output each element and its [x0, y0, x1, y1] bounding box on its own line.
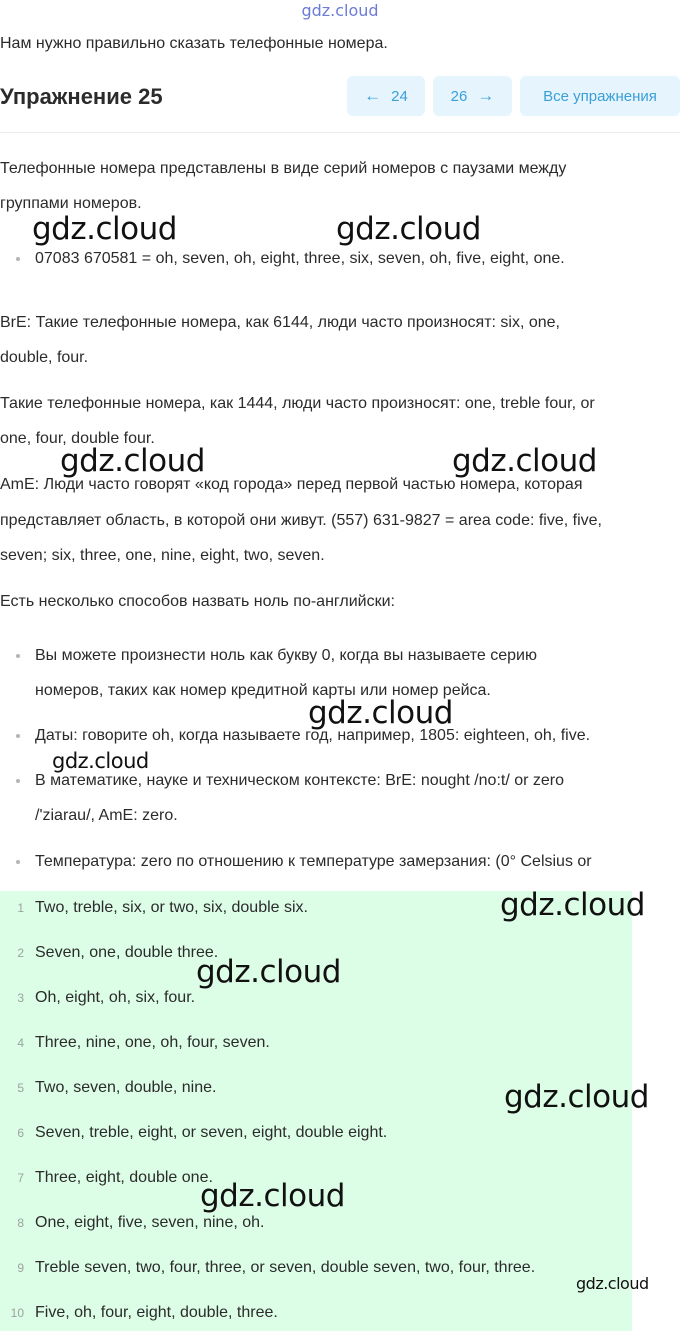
- paragraph-bre-line1: BrE: Такие телефонные номера, как 6144, люди часто произносят: six, one,: [0, 314, 560, 331]
- zero-bullet-math-line2: /'ziarau/, AmE: zero.: [35, 807, 178, 824]
- answer-number: 10: [10, 1306, 24, 1320]
- watermark: gdz.cloud: [504, 1079, 649, 1115]
- watermark: gdz.cloud: [452, 443, 597, 479]
- zero-bullet-math: [0, 763, 680, 833]
- answer-row: [0, 1299, 632, 1329]
- arrow-left-icon: ←: [364, 86, 382, 105]
- prev-exercise-button[interactable]: [347, 76, 425, 116]
- answer-text: Treble seven, two, four, three, or seven, double seven, two, four, three.: [35, 1259, 536, 1276]
- paragraph-ame-line3: seven; six, three, one, nine, eight, two, seven.: [0, 547, 325, 564]
- answer-text: Seven, one, double three.: [35, 944, 219, 961]
- zero-bullet-math-line1: В математике, науке и техническом контексте: BrE: nought /no:t/ or zero: [35, 772, 565, 789]
- answer-text: Oh, eight, oh, six, four.: [35, 989, 196, 1006]
- answer-number: 8: [17, 1216, 24, 1230]
- zero-bullet-dates-text: Даты: говорите oh, когда называете год, например, 1805: eighteen, oh, five.: [35, 727, 591, 744]
- intro-text: Нам нужно правильно сказать телефонные номера.: [0, 35, 388, 52]
- watermark: gdz.cloud: [52, 749, 149, 773]
- watermark: gdz.cloud: [576, 1274, 649, 1293]
- answer-text: Two, treble, six, or two, six, double six.: [35, 899, 308, 916]
- zero-bullet-letter-line1: Вы можете произнести ноль как букву 0, когда вы называете серию: [35, 647, 537, 664]
- answer-row: [0, 1254, 632, 1284]
- answer-number: 5: [17, 1081, 24, 1095]
- watermark: gdz.cloud: [500, 887, 645, 923]
- paragraph-ame-line2: представляет область, в которой они живут. (557) 631-9827 = area code: five, five,: [0, 512, 602, 529]
- paragraph-1444-line1: Такие телефонные номера, как 1444, люди часто произносят: one, treble four, or: [0, 395, 595, 412]
- answer-text: Two, seven, double, nine.: [35, 1079, 217, 1096]
- exercise-header: [0, 76, 680, 118]
- paragraph-ame-line1: AmE: Люди часто говорят «код города» перед первой частью номера, которая: [0, 476, 583, 493]
- watermark: gdz.cloud: [32, 211, 177, 247]
- next-exercise-button[interactable]: [433, 76, 512, 116]
- answer-text: Five, oh, four, eight, double, three.: [35, 1304, 278, 1321]
- zero-bullet-temperature-text: Температура: zero по отношению к температуре замерзания: (0° Celsius or: [35, 853, 592, 870]
- answer-text: Three, nine, one, oh, four, seven.: [35, 1034, 270, 1051]
- next-exercise-label: 26: [450, 87, 468, 105]
- zero-bullet-letter-line2: номеров, таких как номер кредитной карты или номер рейса.: [35, 682, 491, 699]
- answer-number: 1: [17, 901, 24, 915]
- answer-number: 7: [17, 1171, 24, 1185]
- bullet-dot: [16, 779, 20, 783]
- exercise-title: Упражнение 25: [0, 84, 163, 109]
- answer-number: 9: [17, 1261, 24, 1275]
- watermark: gdz.cloud: [60, 443, 205, 479]
- answer-number: 2: [17, 946, 24, 960]
- answer-number: 6: [17, 1126, 24, 1140]
- header-divider: [0, 132, 680, 133]
- paragraph-intro-line1: Телефонные номера представлены в виде серий номеров с паузами между: [0, 160, 567, 177]
- paragraph-zero-intro: Есть несколько способов назвать ноль по-английски:: [0, 593, 395, 610]
- paragraph-bre-line2: double, four.: [0, 349, 89, 366]
- prev-exercise-label: 24: [391, 87, 408, 105]
- bullet-dot: [16, 654, 20, 658]
- bullet-dot: [16, 860, 20, 864]
- paragraph-1444-line2: one, four, double four.: [0, 430, 155, 447]
- answer-number: 4: [17, 1036, 24, 1050]
- answer-text: Three, eight, double one.: [35, 1169, 213, 1186]
- zero-bullet-temperature: [0, 844, 680, 879]
- answer-row: [0, 1029, 632, 1059]
- example-bullet-text: 07083 670581 = oh, seven, oh, eight, three, six, seven, oh, five, eight, one.: [35, 250, 565, 267]
- bullet-dot: [16, 257, 20, 261]
- paragraph-intro-line2: группами номеров.: [0, 195, 142, 212]
- arrow-right-icon: →: [477, 86, 495, 105]
- answer-text: Seven, treble, eight, or seven, eight, double eight.: [35, 1124, 388, 1141]
- answer-number: 3: [17, 991, 24, 1005]
- watermark: gdz.cloud: [196, 954, 341, 990]
- answer-text: One, eight, five, seven, nine, oh.: [35, 1214, 265, 1231]
- bullet-dot: [16, 734, 20, 738]
- answer-row: [0, 1119, 632, 1149]
- watermark: gdz.cloud: [308, 695, 453, 731]
- all-exercises-button[interactable]: Все упражнения: [520, 76, 680, 116]
- watermark: gdz.cloud: [336, 211, 481, 247]
- site-watermark-top: gdz.cloud: [301, 1, 379, 20]
- watermark: gdz.cloud: [200, 1178, 345, 1214]
